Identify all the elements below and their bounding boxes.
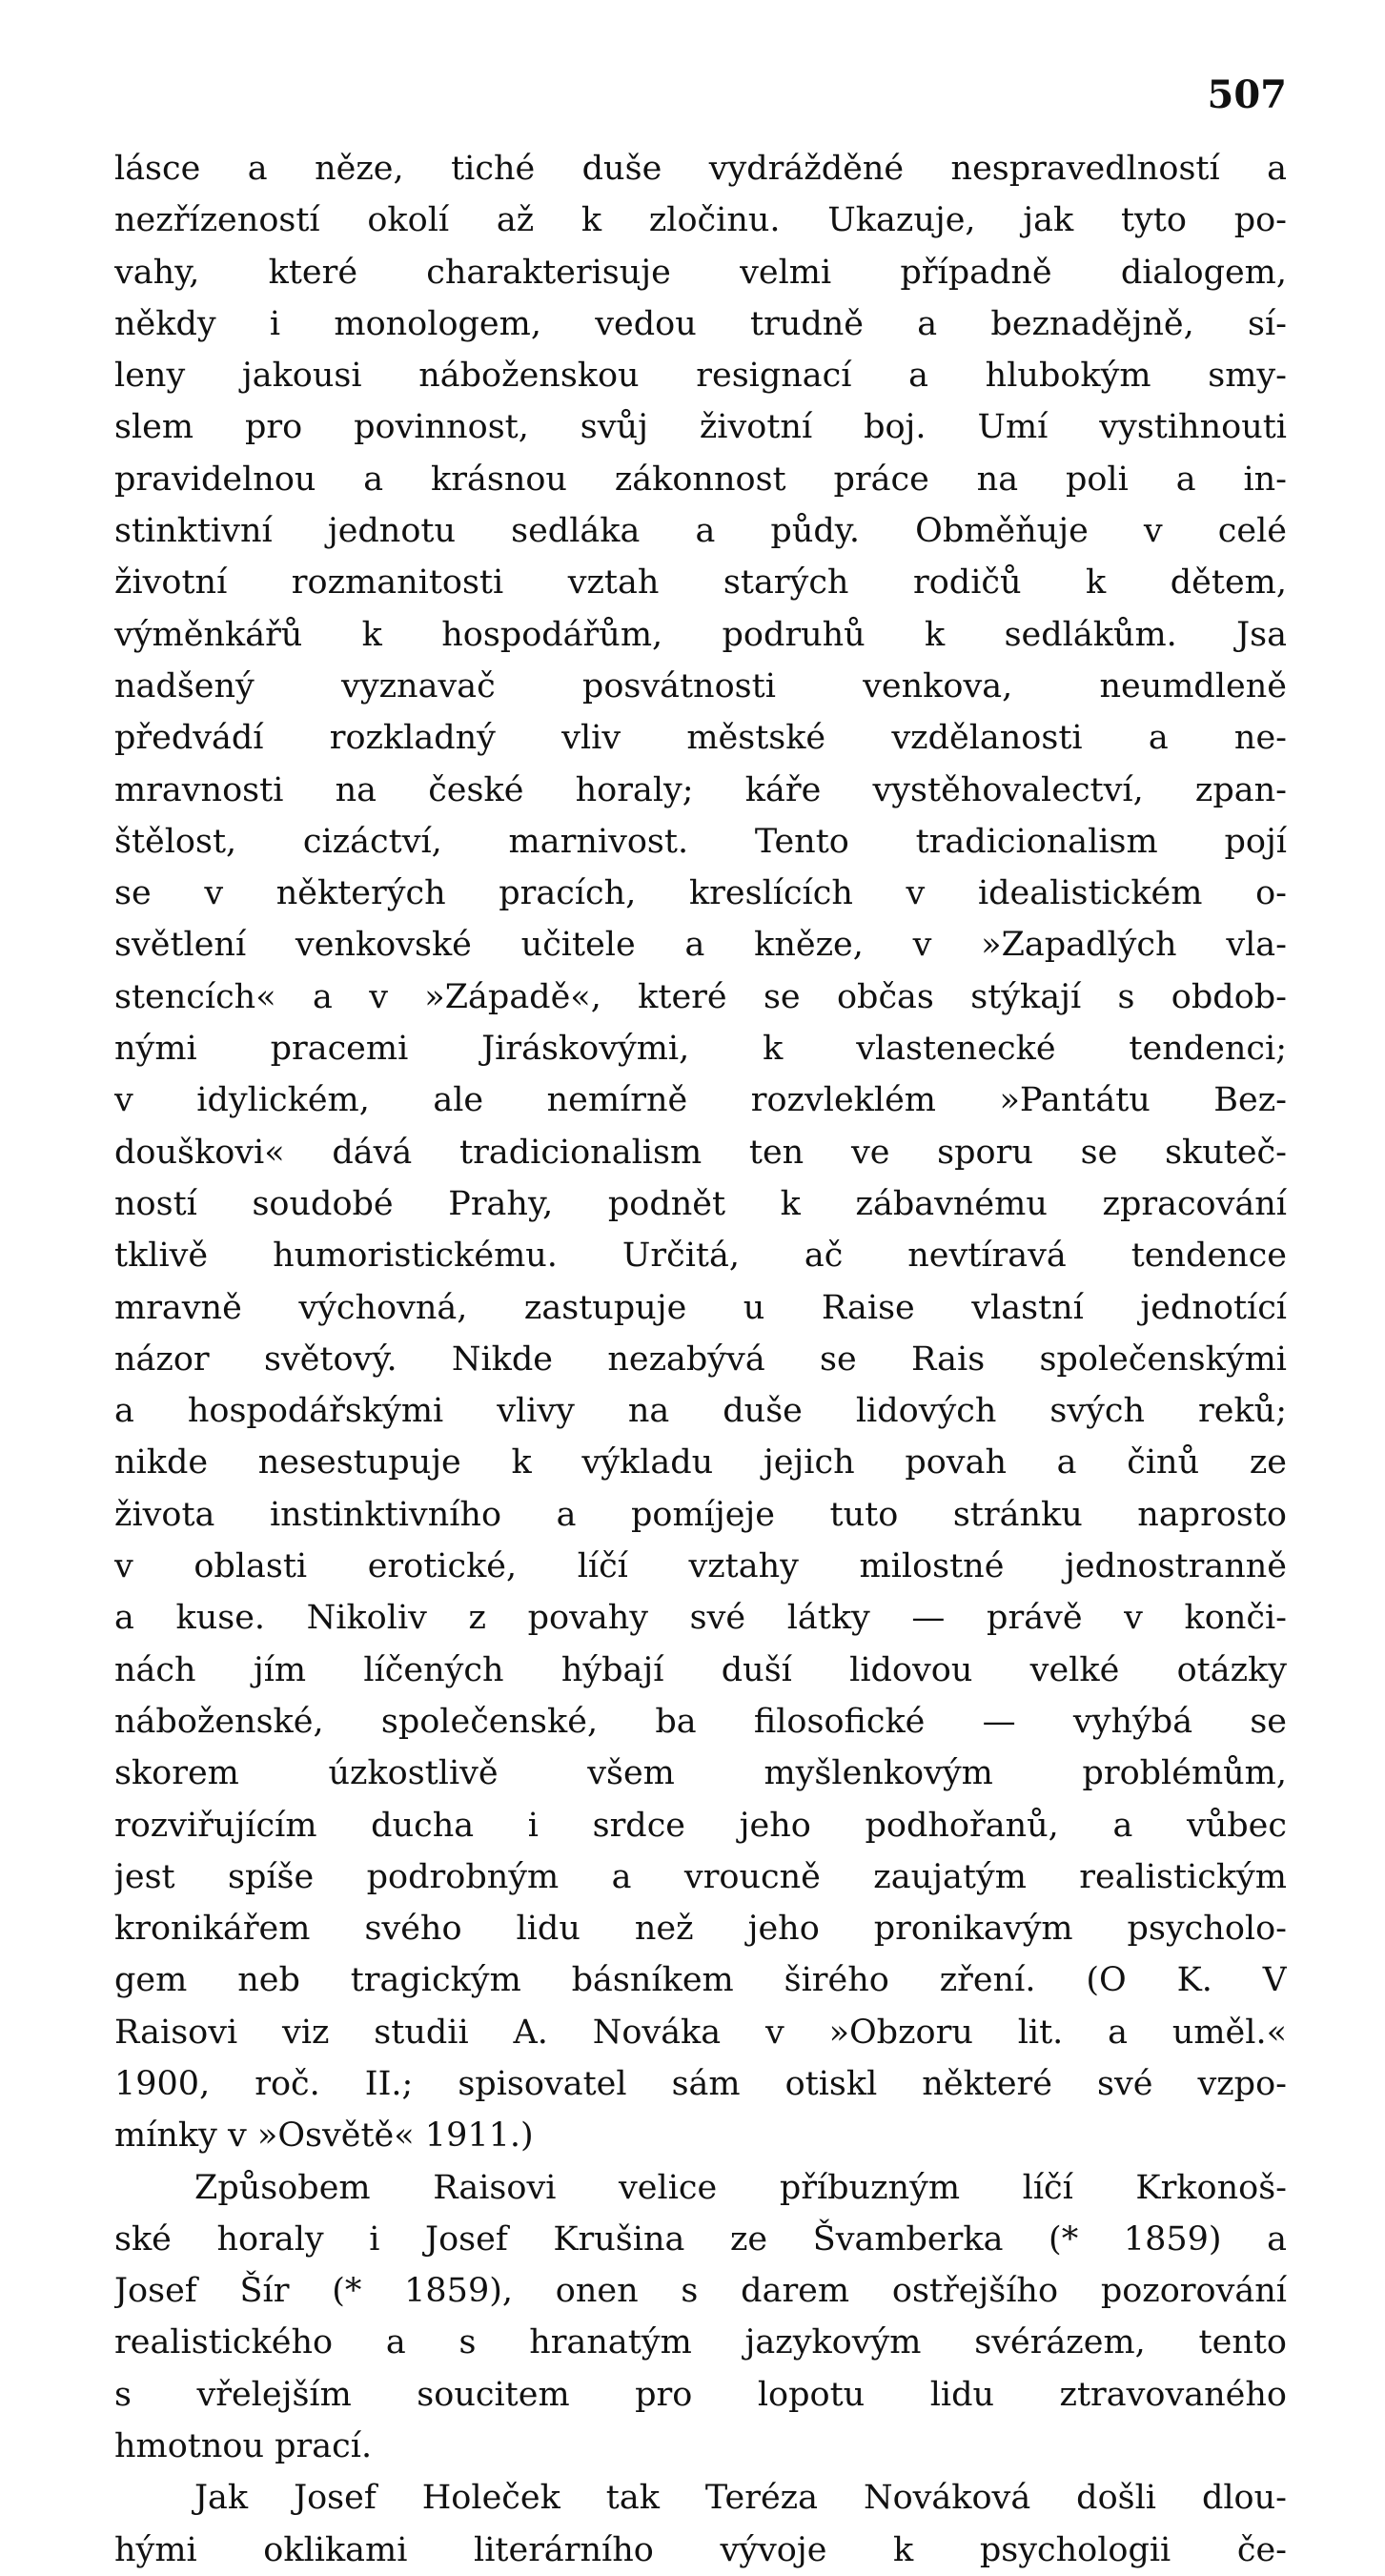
text-line: leny jakousi náboženskou resignací a hlubokým smy- — [114, 357, 1287, 396]
text-line: vahy, které charakterisuje velmi případně dialogem, — [114, 253, 1287, 292]
text-line: nadšený vyznavač posvátnosti venkova, neumdleně — [114, 666, 1287, 705]
text-line: hmotnou prací. — [114, 2427, 373, 2466]
text-line: jest spíše podrobným a vroucně zaujatým realistickým — [114, 1857, 1287, 1896]
text-line: mravnosti na české horaly; káře vystěhovalectví, zpan- — [114, 770, 1287, 809]
body-text — [114, 143, 1287, 2576]
text-line: ské horaly i Josef Krušina ze Švamberka (* 1859) a — [114, 2219, 1287, 2259]
text-line: s vřelejším soucitem pro lopotu lidu ztravovaného — [114, 2375, 1287, 2414]
text-line: stencích« a v »Západě«, které se občas stýkají s obdob- — [114, 977, 1287, 1016]
text-line: Josef Šír (* 1859), onen s darem ostřejšího pozorování — [114, 2272, 1287, 2311]
text-line: tklivě humoristickému. Určitá, ač nevtíravá tendence — [114, 1237, 1287, 1276]
text-line: mravně výchovná, zastupuje u Raise vlastní jednotící — [114, 1288, 1287, 1327]
text-line: Způsobem Raisovi velice příbuzným líčí Krkonoš- — [194, 2168, 1287, 2207]
text-line: světlení venkovské učitele a kněze, v »Zapadlých vla- — [114, 926, 1287, 965]
text-line: slem pro povinnost, svůj životní boj. Umí vystihnouti — [114, 408, 1287, 447]
text-line: stinktivní jednotu sedláka a půdy. Obměňuje v celé — [114, 512, 1287, 551]
text-line: skorem úzkostlivě všem myšlenkovým problémům, — [114, 1754, 1287, 1793]
text-line: nými pracemi Jiráskovými, k vlastenecké tendenci; — [114, 1030, 1287, 1069]
page-number: 507 — [1207, 72, 1287, 117]
text-line: náboženské, společenské, ba filosofické — vyhýbá se — [114, 1702, 1287, 1741]
text-line: a hospodářskými vlivy na duše lidových svých reků; — [114, 1392, 1287, 1431]
text-line: ností soudobé Prahy, podnět k zábavnému zpracování — [114, 1184, 1287, 1223]
text-line: lásce a něze, tiché duše vydrážděné nespravedlností a — [114, 150, 1287, 188]
text-line: rozviřujícím ducha i srdce jeho podhořanů, a vůbec — [114, 1806, 1287, 1845]
text-line: názor světový. Nikde nezabývá se Rais společenskými — [114, 1339, 1287, 1379]
text-line: kronikářem svého lidu než jeho pronikavým psycholo- — [114, 1910, 1287, 1949]
text-line: výměnkářů k hospodářům, podruhů k sedlákům. Jsa — [114, 615, 1287, 654]
text-line: 1900, roč. II.; spisovatel sám otiskl některé své vzpo- — [114, 2064, 1287, 2103]
text-line: v oblasti erotické, líčí vztahy milostné jednostranně — [114, 1547, 1287, 1586]
text-line: se v některých pracích, kreslících v idealistickém o- — [114, 874, 1287, 913]
text-line: douškovi« dává tradicionalism ten ve sporu se skuteč- — [114, 1133, 1287, 1172]
text-line: nách jím líčených hýbají duší lidovou velké otázky — [114, 1650, 1287, 1689]
text-line: Jak Josef Holeček tak Teréza Nováková došli dlou- — [194, 2479, 1287, 2518]
text-line: štělost, cizáctví, marnivost. Tento tradicionalism pojí — [114, 822, 1287, 861]
text-line: života instinktivního a pomíjeje tuto stránku naprosto — [114, 1495, 1287, 1534]
text-line: mínky v »Osvětě« 1911.) — [114, 2116, 534, 2156]
text-line: někdy i monologem, vedou trudně a beznadějně, sí- — [114, 304, 1287, 343]
text-line: předvádí rozkladný vliv městské vzdělanosti a ne- — [114, 719, 1287, 758]
text-line: pravidelnou a krásnou zákonnost práce na poli a in- — [114, 460, 1287, 499]
text-line: životní rozmanitosti vztah starých rodičů k dětem, — [114, 563, 1287, 603]
text-line: a kuse. Nikoliv z povahy své látky — právě v konči- — [114, 1599, 1287, 1638]
text-line: v idylickém, ale nemírně rozvleklém »Pantátu Bez- — [114, 1081, 1287, 1120]
text-line: hými oklikami literárního vývoje k psychologii če- — [114, 2530, 1287, 2569]
text-line: Raisovi viz studii A. Nováka v »Obzoru lit. a uměl.« — [114, 2013, 1287, 2052]
text-line: nezřízeností okolí až k zločinu. Ukazuje, jak tyto po- — [114, 201, 1287, 240]
text-line: nikde nesestupuje k výkladu jejich povah a činů ze — [114, 1443, 1287, 1482]
text-line: realistického a s hranatým jazykovým svérázem, tento — [114, 2323, 1287, 2362]
text-line: gem neb tragickým básníkem širého zření. (O K. V — [114, 1961, 1287, 2000]
